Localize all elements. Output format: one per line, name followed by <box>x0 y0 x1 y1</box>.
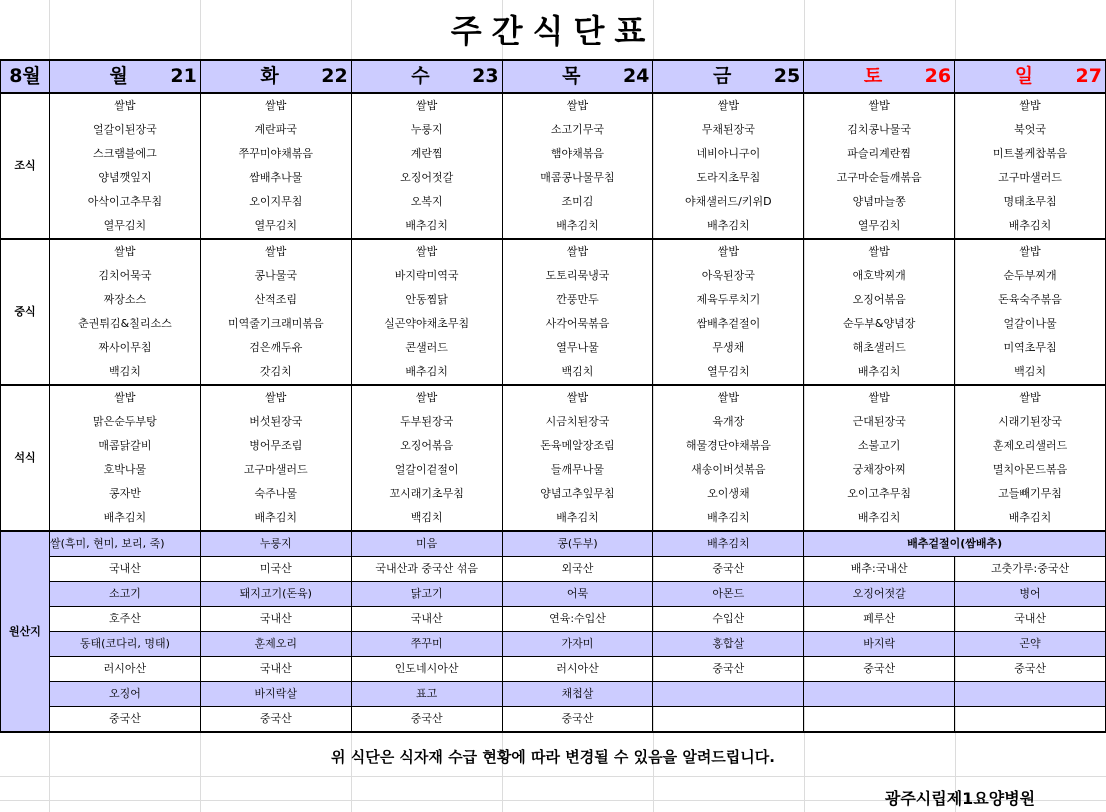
origin-country: 러시아산 <box>502 657 653 682</box>
day-header-cell <box>653 60 804 93</box>
menu-row <box>1 312 1106 336</box>
menu-item: 야채샐러드/키위D <box>653 190 804 214</box>
menu-item: 쌀밥 <box>804 239 955 264</box>
menu-item: 순두부찌개 <box>955 264 1106 288</box>
origin-country: 국내산 <box>200 607 351 632</box>
menu-item: 쌀밥 <box>955 93 1106 118</box>
menu-item: 조미김 <box>502 190 653 214</box>
menu-item: 쭈꾸미야채볶음 <box>200 142 351 166</box>
origin-country: 중국산 <box>49 707 200 733</box>
menu-item: 검은깨두유 <box>200 336 351 360</box>
menu-item: 오징어젓갈 <box>351 166 502 190</box>
origin-country: 중국산 <box>653 557 804 582</box>
menu-item: 멸치아몬드볶음 <box>955 458 1106 482</box>
menu-item: 오징어볶음 <box>351 434 502 458</box>
origin-country: 국내산 <box>351 607 502 632</box>
origin-row <box>1 682 1106 707</box>
menu-item: 고들빼기무침 <box>955 482 1106 506</box>
menu-item: 북엇국 <box>955 118 1106 142</box>
menu-item: 열무김치 <box>49 214 200 239</box>
hospital-name: 광주시립제1요양병원 <box>884 789 1036 808</box>
day-header-cell <box>502 60 653 93</box>
menu-item: 미역줄기크래미볶음 <box>200 312 351 336</box>
menu-row <box>1 118 1106 142</box>
origin-item: 동태(코다리, 명태) <box>49 632 200 657</box>
menu-item: 애호박찌개 <box>804 264 955 288</box>
menu-item: 깐풍만두 <box>502 288 653 312</box>
origin-country: 국내산 <box>955 607 1106 632</box>
menu-item: 갓김치 <box>200 360 351 385</box>
menu-item: 쌀밥 <box>49 239 200 264</box>
origin-item: 곤약 <box>955 632 1106 657</box>
menu-item: 쌀밥 <box>351 385 502 410</box>
menu-item: 열무나물 <box>502 336 653 360</box>
menu-item: 배추김치 <box>955 214 1106 239</box>
menu-item: 백김치 <box>49 360 200 385</box>
menu-item: 배추김치 <box>49 506 200 531</box>
meal-label: 조식 <box>1 93 50 239</box>
menu-item: 배추김치 <box>502 506 653 531</box>
menu-item: 소고기무국 <box>502 118 653 142</box>
gridline <box>0 776 1106 777</box>
menu-item: 사각어묵볶음 <box>502 312 653 336</box>
menu-item: 실곤약야채초무침 <box>351 312 502 336</box>
menu-item: 스크램블에그 <box>49 142 200 166</box>
menu-item: 근대된장국 <box>804 410 955 434</box>
origin-item: 바지락살 <box>200 682 351 707</box>
menu-item: 미역초무침 <box>955 336 1106 360</box>
origin-country <box>955 707 1106 733</box>
origin-country: 수입산 <box>653 607 804 632</box>
menu-item: 양념깻잎지 <box>49 166 200 190</box>
origin-label: 원산지 <box>1 531 50 732</box>
day-header-cell <box>351 60 502 93</box>
menu-item: 쌀밥 <box>955 385 1106 410</box>
origin-item: 콩(두부) <box>502 531 653 557</box>
origin-item: 쌀(흑미, 현미, 보리, 죽) <box>49 531 200 557</box>
menu-row <box>1 93 1106 118</box>
origin-row <box>1 707 1106 733</box>
menu-item: 쌀밥 <box>502 239 653 264</box>
origin-country: 중국산 <box>653 657 804 682</box>
day-number: 26 <box>924 65 952 87</box>
origin-country: 고춧가루:중국산 <box>955 557 1106 582</box>
menu-item: 명태초무침 <box>955 190 1106 214</box>
menu-row <box>1 288 1106 312</box>
menu-item: 쌈배추나물 <box>200 166 351 190</box>
menu-item: 쌈배추겉절이 <box>653 312 804 336</box>
menu-row <box>1 410 1106 434</box>
menu-item: 계란파국 <box>200 118 351 142</box>
menu-item: 누룽지 <box>351 118 502 142</box>
origin-item: 채첩살 <box>502 682 653 707</box>
menu-item: 육개장 <box>653 410 804 434</box>
menu-row <box>1 214 1106 239</box>
origin-item: 배추김치 <box>653 531 804 557</box>
menu-row <box>1 458 1106 482</box>
menu-item: 김치어묵국 <box>49 264 200 288</box>
menu-row <box>1 506 1106 531</box>
menu-table <box>0 59 1106 733</box>
menu-item: 시래기된장국 <box>955 410 1106 434</box>
menu-item: 소불고기 <box>804 434 955 458</box>
menu-item: 열무김치 <box>804 214 955 239</box>
menu-item: 무채된장국 <box>653 118 804 142</box>
menu-item: 고구마샐러드 <box>955 166 1106 190</box>
menu-item: 산적조림 <box>200 288 351 312</box>
menu-row <box>1 190 1106 214</box>
origin-item: 배추겉절이(쌈배추) <box>804 531 1106 557</box>
menu-item: 쌀밥 <box>955 239 1106 264</box>
origin-item: 미음 <box>351 531 502 557</box>
menu-item: 백김치 <box>955 360 1106 385</box>
origin-item: 병어 <box>955 582 1106 607</box>
origin-country: 국내산과 중국산 섞음 <box>351 557 502 582</box>
day-number: 22 <box>321 65 348 87</box>
menu-item: 호박나물 <box>49 458 200 482</box>
origin-row <box>1 582 1106 607</box>
origin-country: 호주산 <box>49 607 200 632</box>
menu-item: 도라지초무침 <box>653 166 804 190</box>
origin-row <box>1 607 1106 632</box>
menu-item: 무생채 <box>653 336 804 360</box>
day-header-cell <box>200 60 351 93</box>
menu-table-body <box>1 60 1106 732</box>
menu-item: 안동찜닭 <box>351 288 502 312</box>
menu-item: 쌀밥 <box>351 239 502 264</box>
menu-item: 쌀밥 <box>351 93 502 118</box>
menu-item: 오이지무침 <box>200 190 351 214</box>
origin-item: 어묵 <box>502 582 653 607</box>
day-name: 화 <box>260 65 279 87</box>
origin-country: 페루산 <box>804 607 955 632</box>
day-number: 25 <box>773 65 801 87</box>
menu-item: 쌀밥 <box>804 385 955 410</box>
origin-item: 오징어젓갈 <box>804 582 955 607</box>
menu-item: 배추김치 <box>351 214 502 239</box>
origin-country: 배추:국내산 <box>804 557 955 582</box>
day-name: 수 <box>411 65 430 87</box>
menu-item: 얼갈이된장국 <box>49 118 200 142</box>
day-header-cell <box>49 60 200 93</box>
origin-country <box>653 707 804 733</box>
menu-item: 배추김치 <box>804 360 955 385</box>
menu-item: 매콤콩나물무침 <box>502 166 653 190</box>
menu-item: 들깨무나물 <box>502 458 653 482</box>
menu-row <box>1 166 1106 190</box>
menu-item: 꼬시래기초무침 <box>351 482 502 506</box>
notice-text: 위 식단은 식자재 수급 현황에 따라 변경될 수 있음을 알려드립니다. <box>331 748 775 766</box>
origin-country: 연육:수입산 <box>502 607 653 632</box>
origin-row <box>1 531 1106 557</box>
menu-item: 네비아니구이 <box>653 142 804 166</box>
menu-item: 양념고추잎무침 <box>502 482 653 506</box>
origin-item: 닭고기 <box>351 582 502 607</box>
origin-row <box>1 657 1106 682</box>
day-name: 토 <box>863 65 883 87</box>
menu-item: 배추김치 <box>351 360 502 385</box>
menu-item: 짜사이무침 <box>49 336 200 360</box>
menu-item: 콩자반 <box>49 482 200 506</box>
origin-country: 중국산 <box>955 657 1106 682</box>
day-header-row <box>1 60 1106 93</box>
menu-row <box>1 142 1106 166</box>
menu-item: 버섯된장국 <box>200 410 351 434</box>
day-number: 24 <box>622 65 650 87</box>
menu-item: 쌀밥 <box>49 93 200 118</box>
origin-country: 국내산 <box>200 657 351 682</box>
menu-item: 배추김치 <box>200 506 351 531</box>
menu-item: 열무김치 <box>653 360 804 385</box>
menu-item: 오이고추무침 <box>804 482 955 506</box>
origin-country: 미국산 <box>200 557 351 582</box>
origin-country: 중국산 <box>200 707 351 733</box>
menu-item: 쌀밥 <box>49 385 200 410</box>
origin-item: 훈제오리 <box>200 632 351 657</box>
origin-item: 누룽지 <box>200 531 351 557</box>
menu-item: 쌀밥 <box>653 93 804 118</box>
menu-item: 바지락미역국 <box>351 264 502 288</box>
origin-country: 중국산 <box>351 707 502 733</box>
menu-item: 제육두루치기 <box>653 288 804 312</box>
day-name: 금 <box>712 65 732 87</box>
menu-item: 햄야채볶음 <box>502 142 653 166</box>
menu-row <box>1 239 1106 264</box>
origin-item: 오징어 <box>49 682 200 707</box>
origin-item: 쭈꾸미 <box>351 632 502 657</box>
menu-item: 고구마샐러드 <box>200 458 351 482</box>
day-number: 21 <box>170 65 197 87</box>
menu-item: 쌀밥 <box>200 385 351 410</box>
menu-item: 돈육메알장조림 <box>502 434 653 458</box>
menu-item: 아삭이고추무침 <box>49 190 200 214</box>
origin-item <box>955 682 1106 707</box>
origin-country: 러시아산 <box>49 657 200 682</box>
menu-item: 배추김치 <box>502 214 653 239</box>
origin-item: 표고 <box>351 682 502 707</box>
day-number: 27 <box>1075 65 1102 87</box>
menu-item: 쌀밥 <box>653 239 804 264</box>
menu-item: 오복지 <box>351 190 502 214</box>
menu-item: 짜장소스 <box>49 288 200 312</box>
menu-item: 김치콩나물국 <box>804 118 955 142</box>
origin-item: 가자미 <box>502 632 653 657</box>
origin-item: 아몬드 <box>653 582 804 607</box>
menu-item: 얼갈이나물 <box>955 312 1106 336</box>
day-name: 월 <box>109 65 128 87</box>
menu-item: 쌀밥 <box>502 385 653 410</box>
menu-row <box>1 360 1106 385</box>
menu-item: 오이생채 <box>653 482 804 506</box>
menu-item: 고구마순들깨볶음 <box>804 166 955 190</box>
menu-item: 콩나물국 <box>200 264 351 288</box>
menu-item: 춘권튀김&칠리소스 <box>49 312 200 336</box>
day-header-cell <box>955 60 1106 93</box>
menu-item: 미트볼케찹볶음 <box>955 142 1106 166</box>
menu-item: 아욱된장국 <box>653 264 804 288</box>
menu-row <box>1 264 1106 288</box>
menu-item: 배추김치 <box>653 214 804 239</box>
menu-item: 순두부&양념장 <box>804 312 955 336</box>
menu-row <box>1 482 1106 506</box>
meal-label: 중식 <box>1 239 50 385</box>
menu-item: 쌀밥 <box>653 385 804 410</box>
day-number: 23 <box>472 65 499 87</box>
origin-item <box>804 682 955 707</box>
menu-item: 숙주나물 <box>200 482 351 506</box>
menu-item: 얼갈이겉절이 <box>351 458 502 482</box>
origin-item: 바지락 <box>804 632 955 657</box>
origin-country: 국내산 <box>49 557 200 582</box>
menu-row <box>1 385 1106 410</box>
menu-item: 계란찜 <box>351 142 502 166</box>
menu-item: 궁채장아찌 <box>804 458 955 482</box>
origin-country <box>804 707 955 733</box>
menu-item: 열무김치 <box>200 214 351 239</box>
menu-item: 콘샐러드 <box>351 336 502 360</box>
menu-item: 두부된장국 <box>351 410 502 434</box>
day-header-cell <box>804 60 955 93</box>
day-name: 일 <box>1014 65 1034 87</box>
meal-label: 석식 <box>1 385 50 531</box>
origin-country: 인도네시아산 <box>351 657 502 682</box>
menu-item: 배추김치 <box>955 506 1106 531</box>
month-cell: 8월 <box>1 60 50 93</box>
origin-row <box>1 557 1106 582</box>
menu-item: 백김치 <box>351 506 502 531</box>
menu-item: 돈육숙주볶음 <box>955 288 1106 312</box>
day-name: 목 <box>562 65 581 87</box>
menu-item: 쌀밥 <box>502 93 653 118</box>
origin-country: 중국산 <box>804 657 955 682</box>
menu-item: 맑은순두부탕 <box>49 410 200 434</box>
page-title: 주간식단표 <box>450 12 656 50</box>
origin-row <box>1 632 1106 657</box>
menu-item: 매콤닭갈비 <box>49 434 200 458</box>
menu-item: 쌀밥 <box>200 239 351 264</box>
menu-item: 새송이버섯볶음 <box>653 458 804 482</box>
menu-item: 병어무조림 <box>200 434 351 458</box>
menu-item: 쌀밥 <box>804 93 955 118</box>
menu-item: 배추김치 <box>804 506 955 531</box>
origin-country: 외국산 <box>502 557 653 582</box>
menu-item: 도토리묵냉국 <box>502 264 653 288</box>
origin-country: 중국산 <box>502 707 653 733</box>
menu-item: 파슬리계란찜 <box>804 142 955 166</box>
menu-row <box>1 336 1106 360</box>
menu-item: 훈제오리샐러드 <box>955 434 1106 458</box>
origin-item <box>653 682 804 707</box>
origin-item: 소고기 <box>49 582 200 607</box>
origin-item: 돼지고기(돈육) <box>200 582 351 607</box>
menu-item: 시금치된장국 <box>502 410 653 434</box>
menu-item: 쌀밥 <box>200 93 351 118</box>
menu-item: 오징어볶음 <box>804 288 955 312</box>
menu-item: 백김치 <box>502 360 653 385</box>
origin-item: 홍합살 <box>653 632 804 657</box>
menu-item: 해초샐러드 <box>804 336 955 360</box>
menu-item: 배추김치 <box>653 506 804 531</box>
menu-item: 양념마늘쫑 <box>804 190 955 214</box>
menu-row <box>1 434 1106 458</box>
menu-item: 해물경단야채볶음 <box>653 434 804 458</box>
